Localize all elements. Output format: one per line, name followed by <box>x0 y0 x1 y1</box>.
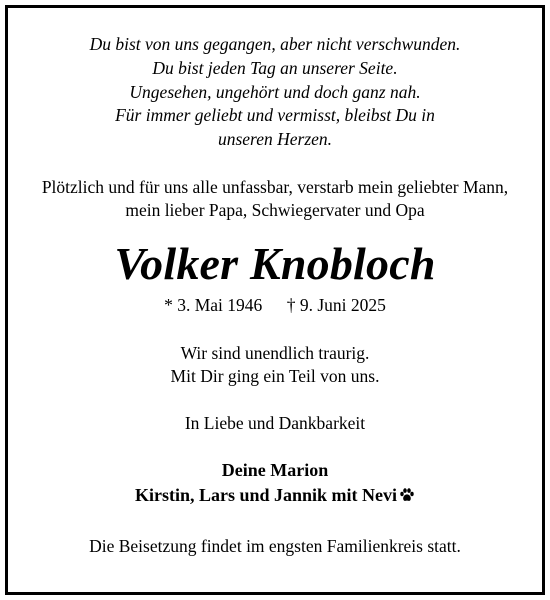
obituary-frame <box>5 5 545 595</box>
deceased-name: Volker Knobloch <box>114 237 436 289</box>
paw-print-icon <box>399 485 415 510</box>
family-line: Deine Marion <box>221 459 329 480</box>
family-line: Kirstin, Lars und Jannik mit Nevi <box>134 484 398 505</box>
life-dates <box>8 294 542 316</box>
family-signature <box>8 458 542 510</box>
poem-line: Du bist von uns gegangen, aber nicht verschwunden. <box>89 34 461 54</box>
poem-line: Ungesehen, ungehört und doch ganz nah. <box>129 81 421 102</box>
announcement-intro <box>8 176 542 222</box>
gratitude-line: In Liebe und Dankbarkeit <box>184 412 366 433</box>
intro-line: mein lieber Papa, Schwiegervater und Opa <box>125 199 425 220</box>
birth-date: * 3. Mai 1946 <box>164 294 263 315</box>
poem-line: Für immer geliebt und vermisst, bleibst Du in <box>115 105 435 126</box>
obituary-content <box>8 8 542 557</box>
poem-line: Du bist jeden Tag an unserer Seite. <box>152 57 398 78</box>
family-line-with-pet <box>8 483 542 510</box>
mourning-text <box>8 342 542 388</box>
death-date: † 9. Juni 2025 <box>286 294 386 315</box>
mourning-line: Wir sind unendlich traurig. <box>180 342 370 363</box>
intro-line: Plötzlich und für uns alle unfassbar, verstarb mein geliebter Mann, <box>41 176 509 197</box>
funeral-note: Die Beisetzung findet im engsten Familienkreis statt. <box>89 535 461 556</box>
poem-line: unseren Herzen. <box>217 129 333 150</box>
mourning-line: Mit Dir ging ein Teil von uns. <box>170 365 380 386</box>
memorial-poem <box>8 33 542 152</box>
